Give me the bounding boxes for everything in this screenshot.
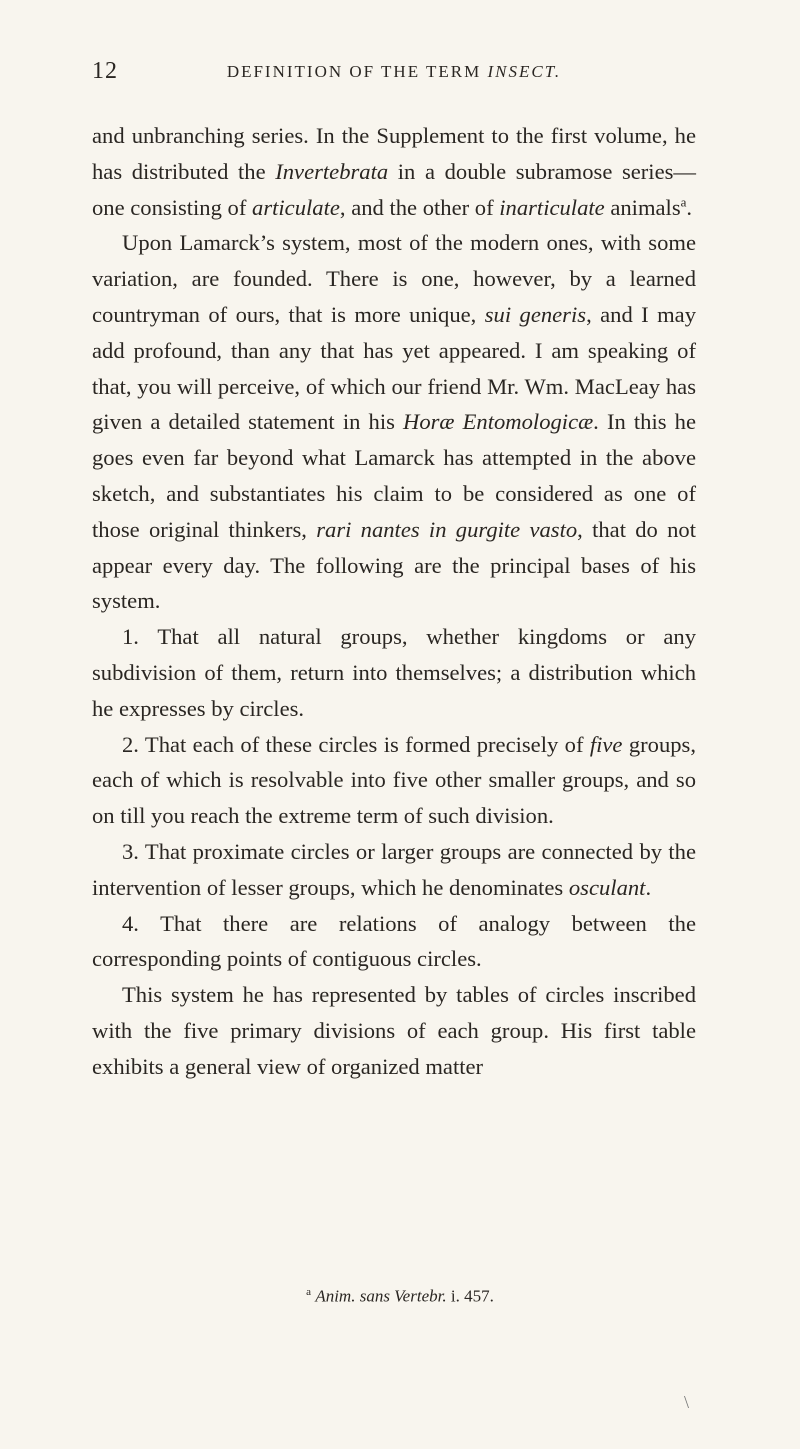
italic-text: osculant [568,874,646,900]
text-run: . [645,874,652,900]
text-run: Upon Lamarck’s system, most of the modern ones, with some variation, are founded. There is one, however, by a learned countryman of ours, that is more unique, [92,230,696,327]
italic-text: five [589,731,623,757]
paragraph [92,906,696,978]
body-text [92,118,696,1085]
text-run: 2. That each of these circles is formed precisely of [122,731,590,757]
text-run: animals [604,194,681,220]
italic-text: inarticulate [499,194,605,220]
text-run: . In this he goes even far beyond what Lamarck has attempted in the above sketch, and substantiates his claim to be considered as one of those original thinkers, [92,409,696,542]
italic-text: Invertebrata [275,158,389,184]
paragraph [92,977,696,1084]
footnote-citation-plain: i. 457. [446,1286,494,1306]
footnote-reference: a [680,194,687,210]
paragraph [92,727,696,834]
text-run: groups, each of which is resolvable into five other smaller groups, and so on till you reach the extreme term of such division. [92,731,696,829]
text-run: , and I may add profound, than any that has yet appeared. I am speaking of that, you will perceive, of which our friend Mr. Wm. MacLeay has given a detailed statement in his [92,301,697,435]
running-header [92,58,696,98]
footnote-marker: a [306,1286,312,1298]
footnote-citation-italic: Anim. sans Vertebr. [315,1286,447,1306]
text-run: , and the other of [339,194,500,220]
text-run: , that do not appear every day. The following are the principal bases of his system. [92,516,696,614]
paragraph [92,834,696,906]
page-number: 12 [92,58,118,84]
text-run: . [686,194,693,220]
text-run: in a double subramose series—one consisting of [92,158,696,220]
running-head-italic: INSECT. [487,62,562,81]
italic-text: Horæ Entomologicæ [403,409,594,435]
italic-text: sui generis [484,301,587,327]
paragraph [92,225,696,619]
text-run: This system he has represented by tables of circles inscribed with the five primary divisions of each group. His first table exhibits a general view of organized matter [92,982,696,1079]
text-run: 3. That proximate circles or larger groups are connected by the intervention of lesser groups, which he denominates [92,838,696,900]
footnote [0,1286,800,1307]
corner-mark: \ [684,1392,690,1412]
text-run: and unbranching series. In the Supplement to the first volume, he has distributed the [92,123,696,184]
running-head-title [92,62,696,82]
paragraph [92,619,696,726]
italic-text: rari nantes in gurgite vasto [316,516,578,542]
paragraph [92,118,696,225]
running-head-plain: DEFINITION OF THE TERM [226,62,488,81]
text-run: 4. That there are relations of analogy between the corresponding points of contiguous circles. [92,910,696,972]
text-run: 1. That all natural groups, whether kingdoms or any subdivision of them, return into themselves; a distribution which he expresses by circles. [92,624,696,721]
italic-text: articulate [252,194,340,220]
